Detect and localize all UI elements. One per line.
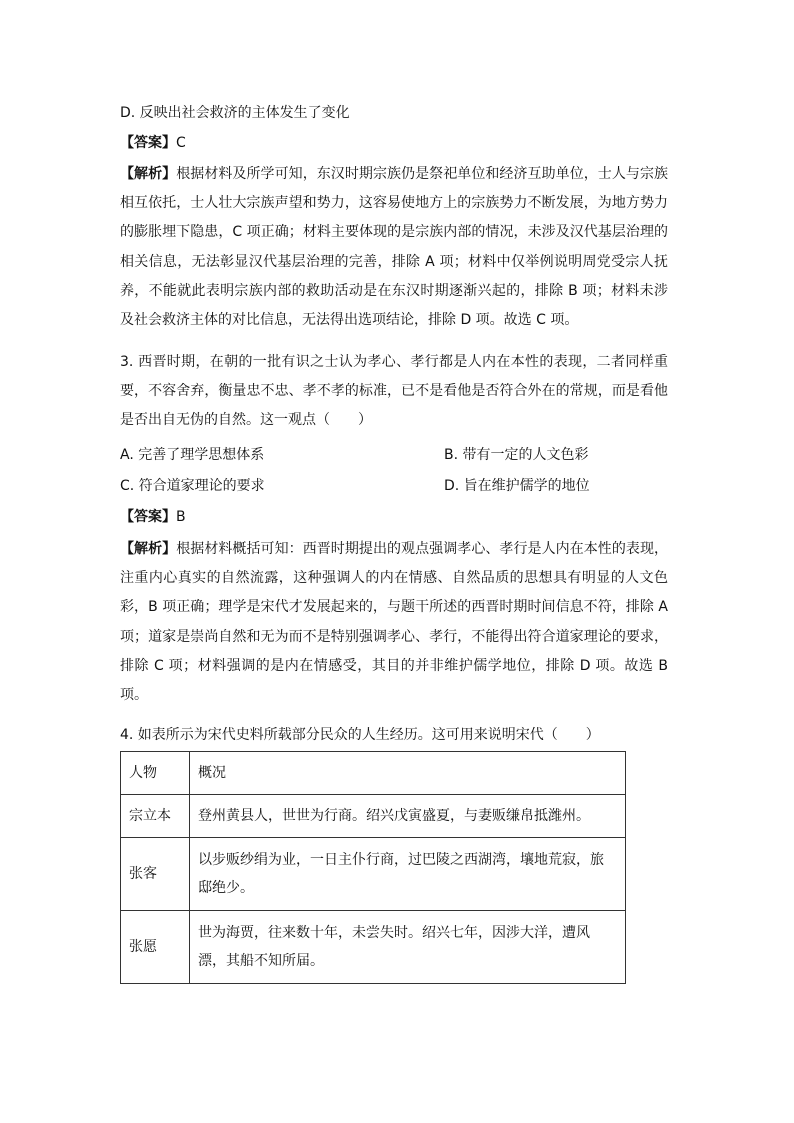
answer-value: B (176, 509, 186, 525)
q4-stem: 4. 如表所示为宋代史料所载部分民众的人生经历。这可用来说明宋代（ ） (120, 727, 600, 743)
q3-analysis (120, 535, 668, 710)
q3-stem: 3. 西晋时期，在朝的一批有识之士认为孝心、孝行都是人内在本性的表现，二者同样重要，不容舍弃，衡量忠不忠、孝不孝的标准，已不是看他是否符合外在的常规，而是看他是否出自无伪的自然。这一观点（ ） (120, 354, 668, 429)
table-row (121, 795, 626, 838)
analysis-text: 根据材料及所学可知，东汉时期宗族仍是祭祀单位和经济互助单位，士人与宗族相互依托，士人壮大宗族声望和势力，这容易使地方上的宗族势力不断发展，为地方势力的膨胀埋下隐患，C 项正确；材料主要体现的是宗族内部的情况，未涉及汉代基层治理的相关信息，无法彰显汉代基层治理的完善，排除 A 项；材料中仅举例说明周党受宗人抚养，不能就此表明宗族内部的救助活动是在东汉时期逐渐兴起的，排除 B 项；材料未涉及社会救济主体的对比信息，无法得出选项结论，排除 D 项。故选 C 项。 (120, 166, 669, 329)
q3-option-d: D. 旨在维护儒学的地位 (444, 478, 590, 494)
table-header-cell: 概况 (190, 752, 626, 795)
table-cell-summary: 以步贩纱绢为业，一日主仆行商，过巴陵之西湖湾，壤地荒寂，旅邸绝少。 (190, 838, 626, 911)
q3-option-a: A. 完善了理学思想体系 (120, 447, 265, 463)
analysis-label: 【解析】 (120, 166, 177, 182)
table-header-cell: 人物 (121, 752, 190, 795)
q2-option-d: D. 反映出社会救济的主体发生了变化 (120, 105, 350, 121)
answer-label: 【答案】 (120, 135, 176, 151)
table-cell-person: 张愿 (121, 911, 190, 984)
table-cell-summary: 登州黄县人，世世为行商。绍兴戊寅盛夏，与妻贩缣帛抵潍州。 (190, 795, 626, 838)
q3-answer (120, 507, 186, 527)
table-cell-person: 张客 (121, 838, 190, 911)
q3-option-c: C. 符合道家理论的要求 (120, 478, 265, 494)
table-cell-summary: 世为海贾，往来数十年，未尝失时。绍兴七年，因涉大洋，遭风漂，其船不知所届。 (190, 911, 626, 984)
table-row (121, 838, 626, 911)
analysis-text: 根据材料概括可知：西晋时期提出的观点强调孝心、孝行是人内在本性的表现，注重内心真实的自然流露，这种强调人的内在情感、自然品质的思想具有明显的人文色彩，B 项正确；理学是宋代才发展起来的，与题干所述的西晋时期时间信息不符，排除 A 项；道家是崇尚自然和无为而不是特别强调孝心、孝行，不能得出符合道家理论的要求，排除 C 项；材料强调的是内在情感受，其目的并非维护儒学地位，排除 D 项。故选 B 项。 (120, 541, 669, 704)
q3-option-b: B. 带有一定的人文色彩 (444, 447, 589, 463)
table-header-row (121, 752, 626, 795)
table-cell-person: 宗立本 (121, 795, 190, 838)
table-row (121, 911, 626, 984)
analysis-label: 【解析】 (120, 541, 177, 557)
q2-answer (120, 133, 186, 153)
answer-value: C (176, 135, 186, 151)
q4-table (120, 751, 626, 984)
answer-label: 【答案】 (120, 509, 176, 525)
q2-analysis (120, 160, 668, 335)
